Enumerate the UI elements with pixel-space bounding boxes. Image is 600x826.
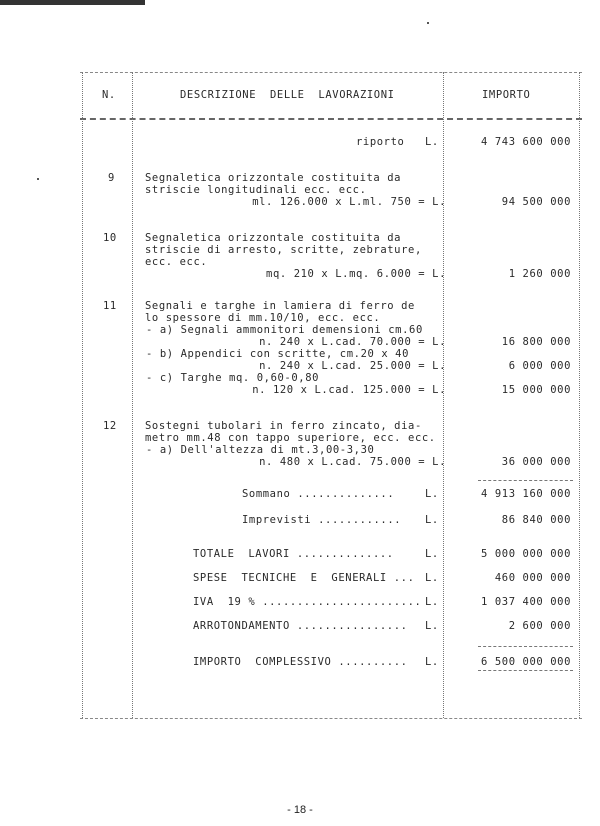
header-bottom-rule: [80, 118, 582, 120]
totale-amount: 5 000 000 000: [481, 548, 571, 560]
left-border: [82, 72, 83, 718]
item-calc: mq. 210 x L.mq. 6.000 = L.: [266, 268, 446, 280]
imprevisti-amount: 86 840 000: [501, 514, 571, 526]
sub-item-calc: n. 240 x L.cad. 70.000 = L.: [259, 336, 446, 348]
totale-label: TOTALE LAVORI ..............: [193, 548, 394, 560]
item-description-line: Sostegni tubolari in ferro zincato, dia-: [145, 420, 422, 432]
item-amount: 1 260 000: [508, 268, 571, 280]
item-description-line: striscie longitudinali ecc. ecc.: [145, 184, 367, 196]
item-number: 12: [103, 420, 117, 432]
sub-item-calc: n. 480 x L.cad. 75.000 = L.: [259, 456, 446, 468]
spese-currency: L.: [425, 572, 439, 584]
sub-item-amount: 6 000 000: [508, 360, 571, 372]
subtotal-rule: [478, 480, 573, 481]
right-border: [579, 72, 580, 718]
page-number: - 18 -: [287, 804, 313, 816]
sub-item-calc: n. 120 x L.cad. 125.000 = L.: [252, 384, 446, 396]
sub-item-label: - b) Appendici con scritte, cm.20 x 40: [146, 348, 410, 360]
total-double-rule: [478, 670, 573, 671]
scan-mark: [0, 0, 145, 5]
spese-label: SPESE TECNICHE E GENERALI ...: [193, 572, 415, 584]
sommano-currency: L.: [425, 488, 439, 500]
total-rule: [478, 646, 573, 647]
sub-item-amount: 36 000 000: [501, 456, 571, 468]
arrotondamento-currency: L.: [425, 620, 439, 632]
iva-currency: L.: [425, 596, 439, 608]
table-bottom-rule: [80, 718, 582, 719]
item-number: 11: [103, 300, 117, 312]
spese-amount: 460 000 000: [494, 572, 571, 584]
riporto-currency: L.: [425, 136, 439, 148]
arrotondamento-label: ARROTONDAMENTO ................: [193, 620, 408, 632]
item-number: 9: [108, 172, 115, 184]
item-description-line: Segnaletica orizzontale costituita da: [145, 172, 402, 184]
column-header-description: DESCRIZIONE DELLE LAVORAZIONI: [180, 89, 395, 101]
item-number: 10: [103, 232, 117, 244]
iva-amount: 1 037 400 000: [481, 596, 571, 608]
imprevisti-label: Imprevisti ............: [242, 514, 402, 526]
column-header-n: N.: [102, 89, 116, 101]
sub-item-label: - a) Segnali ammonitori demensioni cm.60: [146, 324, 423, 336]
n-column-divider: [132, 72, 133, 718]
item-description-line: striscie di arresto, scritte, zebrature,: [145, 244, 422, 256]
item-description-line: lo spessore di mm.10/10, ecc. ecc.: [145, 312, 381, 324]
riporto-amount: 4 743 600 000: [481, 136, 571, 148]
item-calc: ml. 126.000 x L.ml. 750 = L.: [252, 196, 446, 208]
sub-item-amount: 15 000 000: [501, 384, 571, 396]
arrotondamento-amount: 2 600 000: [508, 620, 571, 632]
sub-item-calc: n. 240 x L.cad. 25.000 = L.: [259, 360, 446, 372]
table-top-rule: [80, 72, 582, 73]
iva-label: IVA 19 % .......................: [193, 596, 422, 608]
imprevisti-currency: L.: [425, 514, 439, 526]
item-description-line: metro mm.48 con tappo superiore, ecc. ecc.: [145, 432, 436, 444]
scan-speck: [37, 178, 39, 180]
item-description-line: ecc. ecc.: [145, 256, 208, 268]
complessivo-label: IMPORTO COMPLESSIVO ..........: [193, 656, 408, 668]
sub-item-label: - c) Targhe mq. 0,60-0,80: [146, 372, 320, 384]
item-amount: 94 500 000: [501, 196, 571, 208]
sommano-amount: 4 913 160 000: [481, 488, 571, 500]
sommano-label: Sommano ..............: [242, 488, 395, 500]
column-header-amount: IMPORTO: [482, 89, 531, 101]
complessivo-currency: L.: [425, 656, 439, 668]
totale-currency: L.: [425, 548, 439, 560]
item-description-line: Segnali e targhe in lamiera di ferro de: [145, 300, 415, 312]
riporto-label: riporto: [356, 136, 405, 148]
complessivo-amount: 6 500 000 000: [481, 656, 571, 668]
sub-item-amount: 16 800 000: [501, 336, 571, 348]
item-description-line: Segnaletica orizzontale costituita da: [145, 232, 402, 244]
scan-speck: [427, 22, 429, 24]
sub-item-label: - a) Dell'altezza di mt.3,00-3,30: [146, 444, 375, 456]
